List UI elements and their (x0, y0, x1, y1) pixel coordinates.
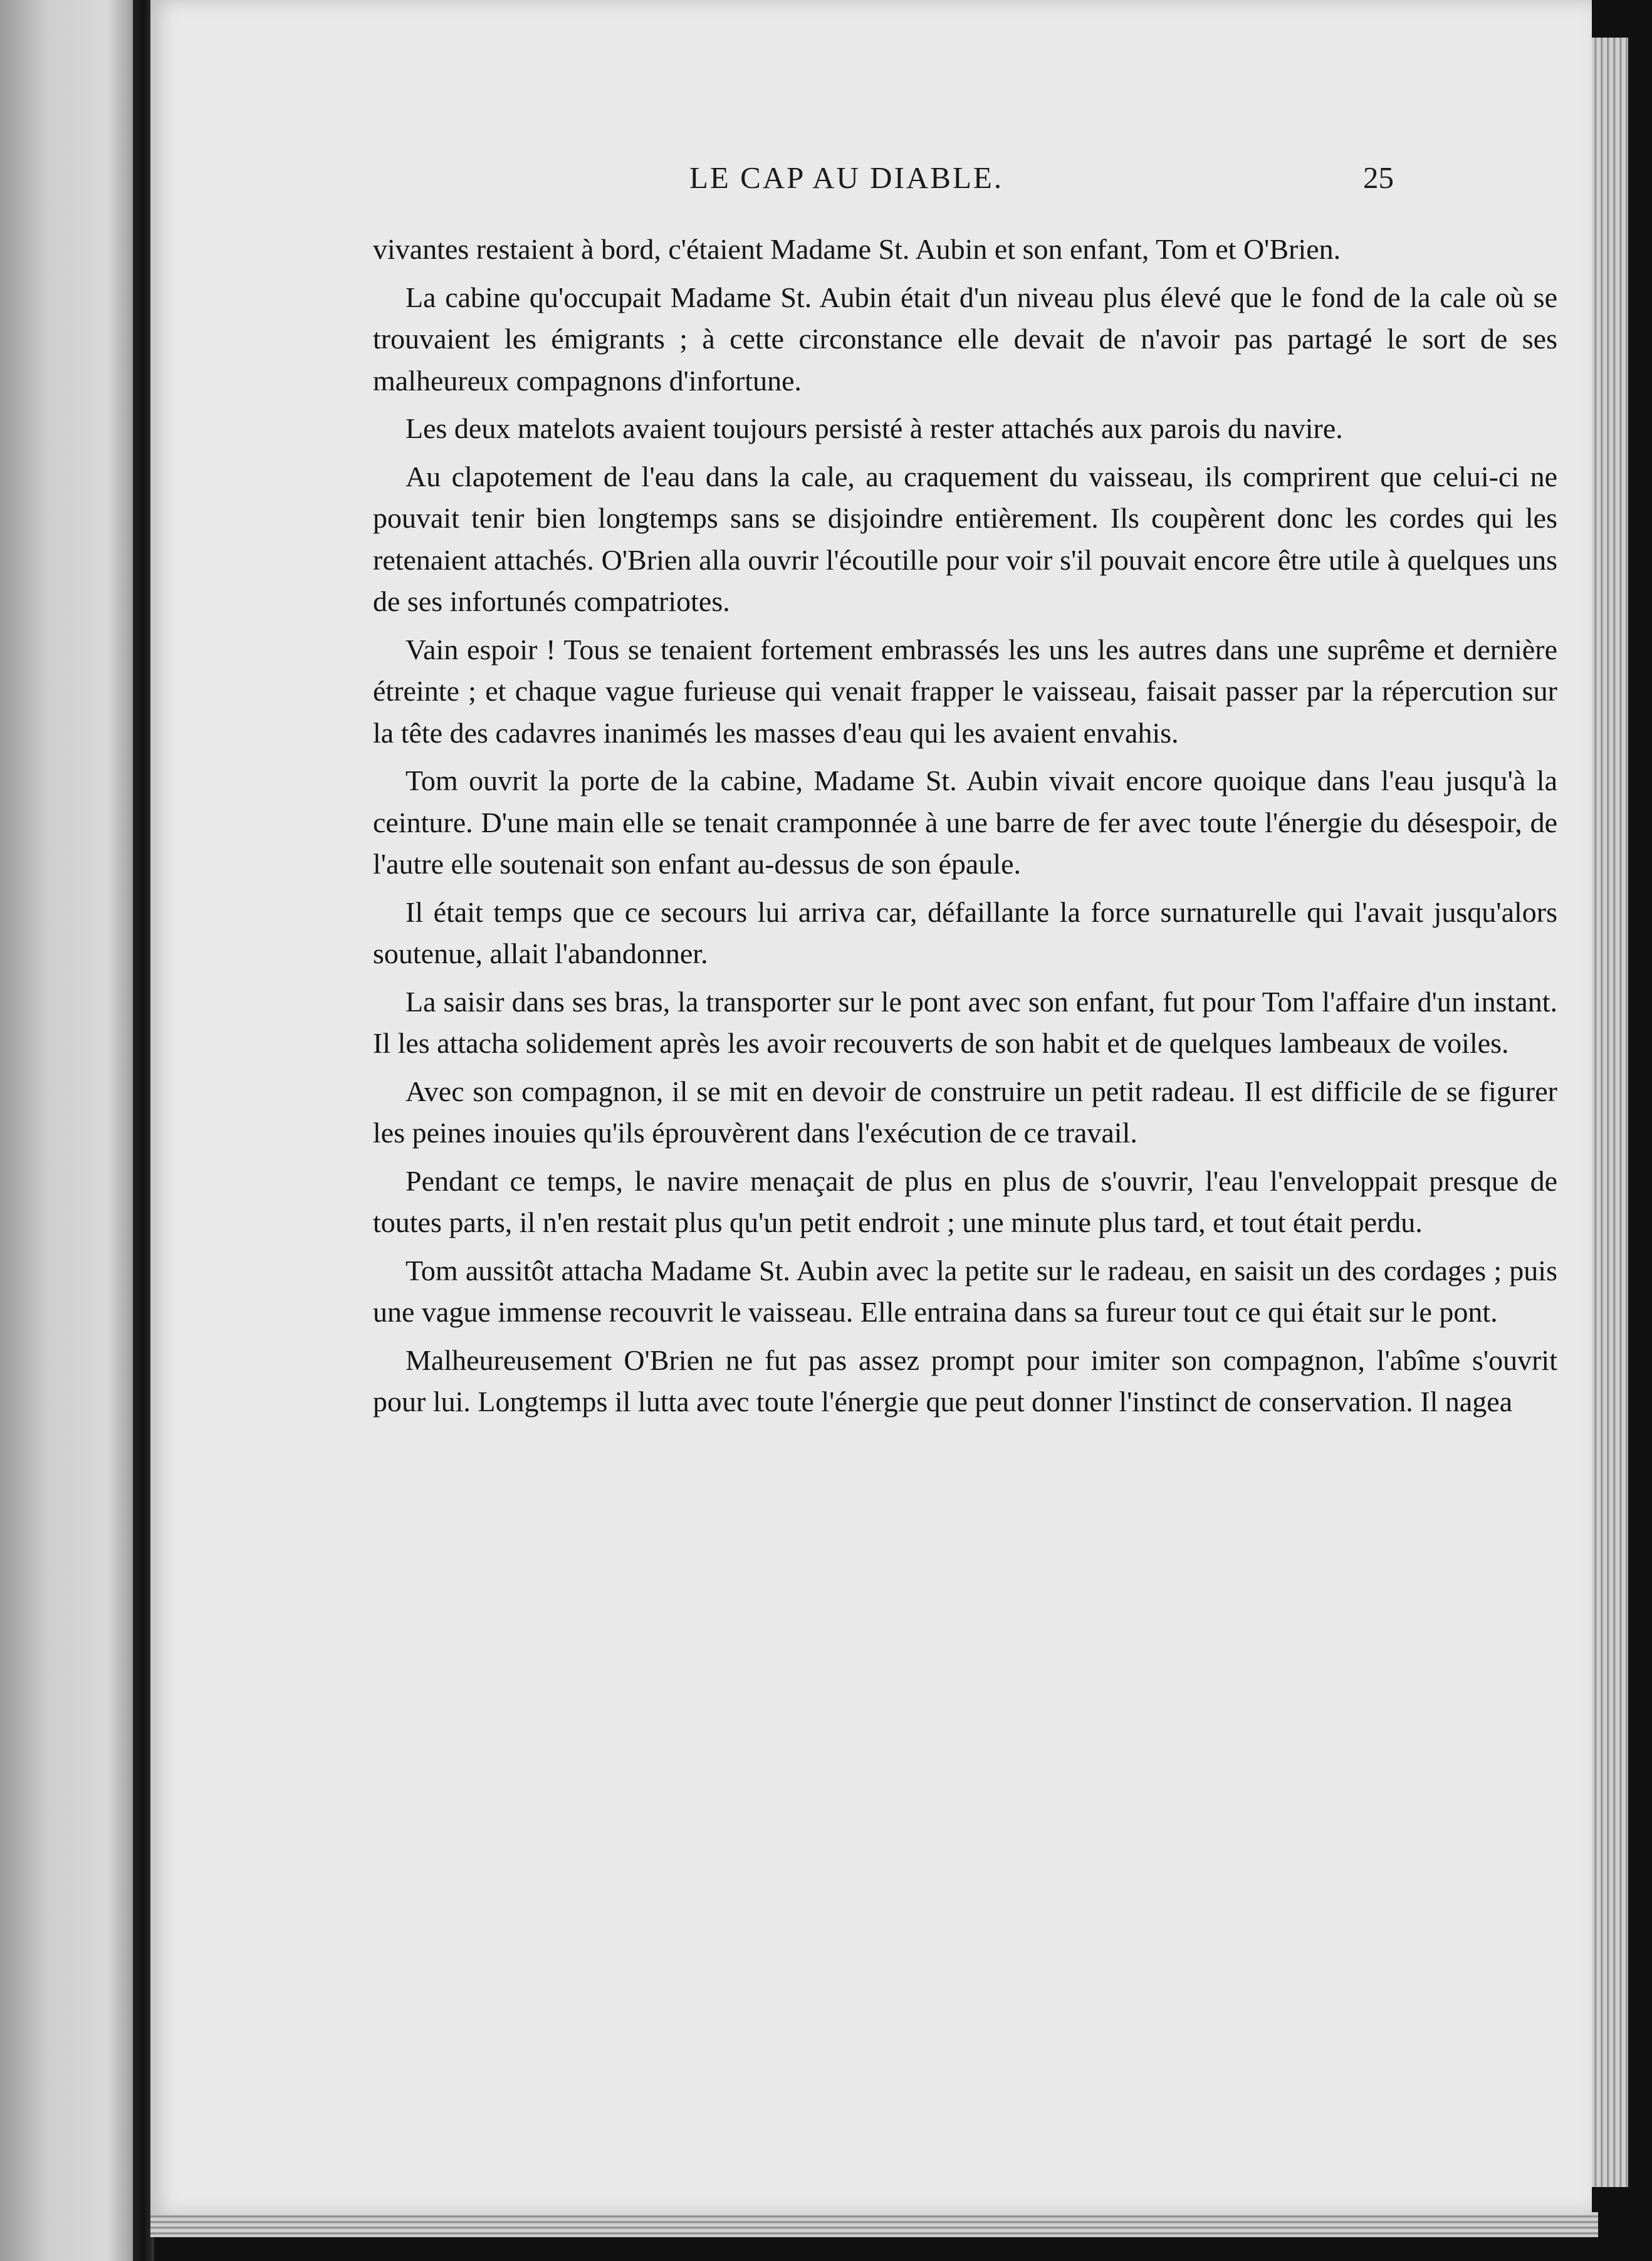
running-head (150, 160, 1592, 204)
paragraph: Tom ouvrit la porte de la cabine, Madame St. Aubin vivait encore quoique dans l'eau jusqu'à la ceinture. D'une main elle se tenait cramponnée à une barre de fer avec toute l'énergie du désespoir, de l'autre elle soutenait son enfant au-dessus de son épaule. (373, 765, 1557, 880)
paragraph: Malheureusement O'Brien ne fut pas assez prompt pour imiter son compagnon, l'abîme s'ouvrit pour lui. Longtemps il lutta avec toute l'énergie que peut donner l'instinct de conservation. Il nagea (373, 1344, 1557, 1418)
book-page (150, 0, 1592, 2215)
paragraph: Pendant ce temps, le navire menaçait de plus en plus de s'ouvrir, l'eau l'enveloppait presque de toutes parts, il n'en restait plus qu'un petit endroit ; une minute plus tard, et tout était perdu. (373, 1164, 1557, 1238)
paragraph: Les deux matelots avaient toujours persisté à rester attachés aux parois du navire. (405, 412, 1343, 444)
paragraph: Avec son compagnon, il se mit en devoir de construire un petit radeau. Il est difficile de se figurer les peines inouies qu'ils éprouvèrent dans l'exécution de ce travail. (373, 1075, 1557, 1149)
paragraph: Au clapotement de l'eau dans la cale, au craquement du vaisseau, ils comprirent que celui-ci ne pouvait tenir bien longtemps sans se disjoindre entièrement. Ils coupèrent donc les cordes qui les retenaient attachés. O'Brien alla ouvrir l'écoutille pour voir s'il pouvait encore être utile à quelques uns de ses infortunés compatriotes. (373, 460, 1557, 617)
paragraph: Il était temps que ce secours lui arriva car, défaillante la force surnaturelle qui l'avait jusqu'alors soutenue, allait l'abandonner. (373, 896, 1557, 969)
running-title: LE CAP AU DIABLE. (689, 160, 1004, 195)
page-bottom-edge (150, 2212, 1598, 2237)
paragraph-continued: vivantes restaient à bord, c'étaient Madame St. Aubin et son enfant, Tom et O'Brien. (373, 233, 1341, 265)
facing-page-edge (0, 0, 143, 2261)
body-text (373, 229, 1557, 1429)
paragraph: Vain espoir ! Tous se tenaient fortement embrassés les uns les autres dans une suprême et dernière étreinte ; et chaque vague furieuse qui venait frapper le vaisseau, faisait passer par la répercution sur la tête des cadavres inanimés les masses d'eau qui les avaient envahis. (373, 633, 1557, 749)
page-number: 25 (1363, 160, 1394, 195)
paragraph: La saisir dans ses bras, la transporter sur le pont avec son enfant, fut pour Tom l'affaire d'un instant. Il les attacha solidement après les avoir recouverts de son habit et de quelques lambeaux de voiles. (373, 985, 1557, 1059)
paragraph: La cabine qu'occupait Madame St. Aubin était d'un niveau plus élevé que le fond de la cale où se trouvaient les émigrants ; à cette circonstance elle devait de n'avoir pas partagé le sort de ses malheureux compagnons d'infortune. (373, 281, 1557, 397)
paragraph: Tom aussitôt attacha Madame St. Aubin avec la petite sur le radeau, en saisit un des cordages ; puis une vague immense recouvrit le vaisseau. Elle entraina dans sa fureur tout ce qui était sur le pont. (373, 1254, 1557, 1328)
